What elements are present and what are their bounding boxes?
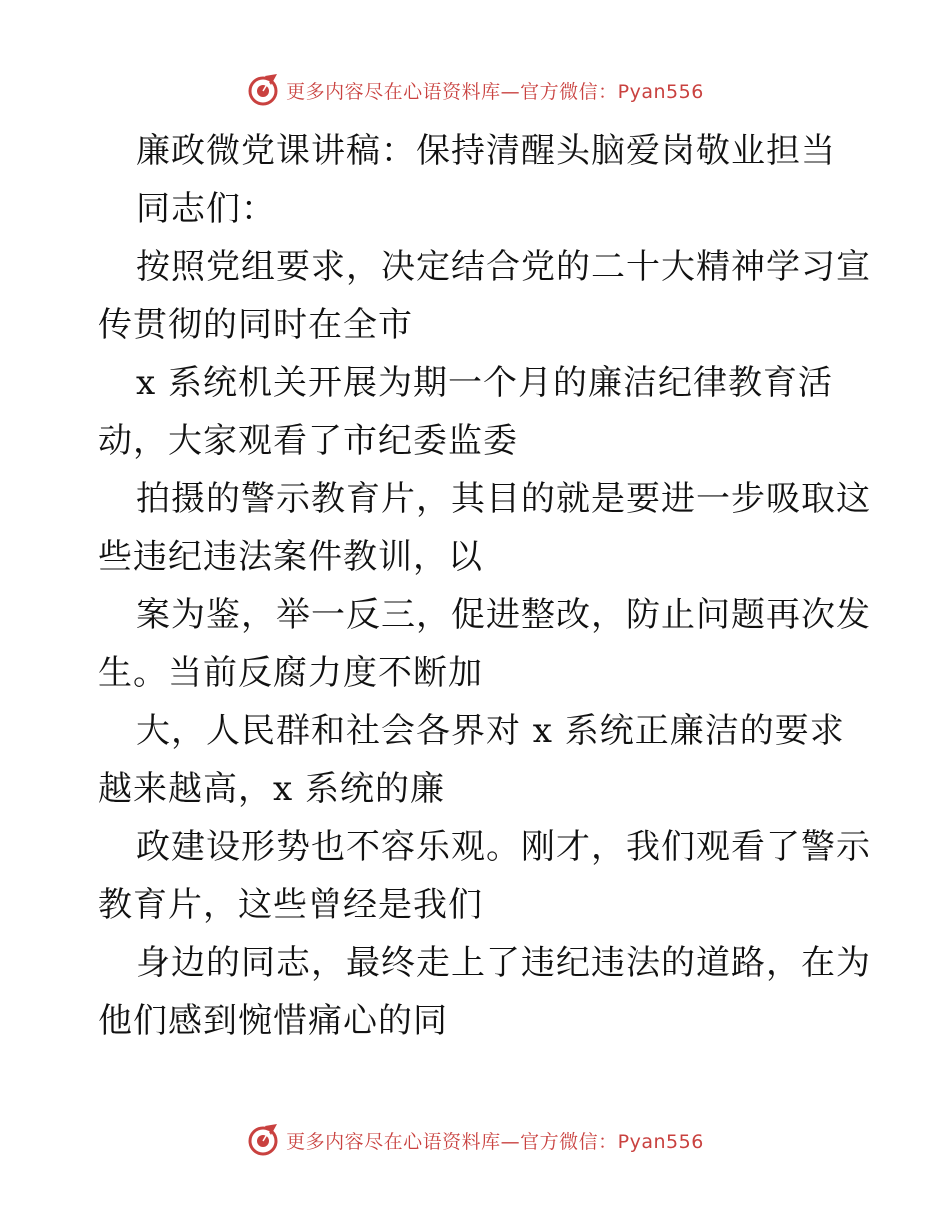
header-banner-text: 更多内容尽在心语资料库—官方微信：Pyan556 [286, 80, 704, 103]
document-line: 生。当前反腐力度不断加 [98, 653, 483, 693]
document-line: 教育片，这些曾经是我们 [98, 885, 483, 925]
footer-banner [0, 1120, 950, 1160]
document-line: 些违纪违法案件教训，以 [98, 537, 483, 577]
document-line: 案为鉴，举一反三，促进整改，防止问题再次发 [136, 595, 871, 635]
document-body [98, 122, 871, 1050]
document-line: 动，大家观看了市纪委监委 [98, 421, 518, 461]
document-line: x 系统机关开展为期一个月的廉洁纪律教育活 [136, 363, 833, 403]
document-line: 按照党组要求，决定结合党的二十大精神学习宣 [136, 247, 871, 287]
document-line: 政建设形势也不容乐观。刚才，我们观看了警示 [136, 827, 871, 867]
header-banner [0, 70, 950, 110]
document-line: 传贯彻的同时在全市 [98, 305, 413, 345]
document-line: 同志们： [136, 189, 276, 229]
document-line: 他们感到惋惜痛心的同 [98, 1001, 448, 1041]
document-line: 大，人民群和社会各界对 x 系统正廉洁的要求 [136, 711, 845, 751]
quill-circle-icon [246, 1123, 280, 1157]
document-line: 廉政微党课讲稿：保持清醒头脑爱岗敬业担当 [136, 131, 836, 171]
document-line: 越来越高，x 系统的廉 [98, 769, 445, 809]
document-line: 身边的同志，最终走上了违纪违法的道路，在为 [136, 943, 871, 983]
quill-circle-icon [246, 73, 280, 107]
document-line: 拍摄的警示教育片，其目的就是要进一步吸取这 [136, 479, 871, 519]
footer-banner-text: 更多内容尽在心语资料库—官方微信：Pyan556 [286, 1130, 704, 1153]
